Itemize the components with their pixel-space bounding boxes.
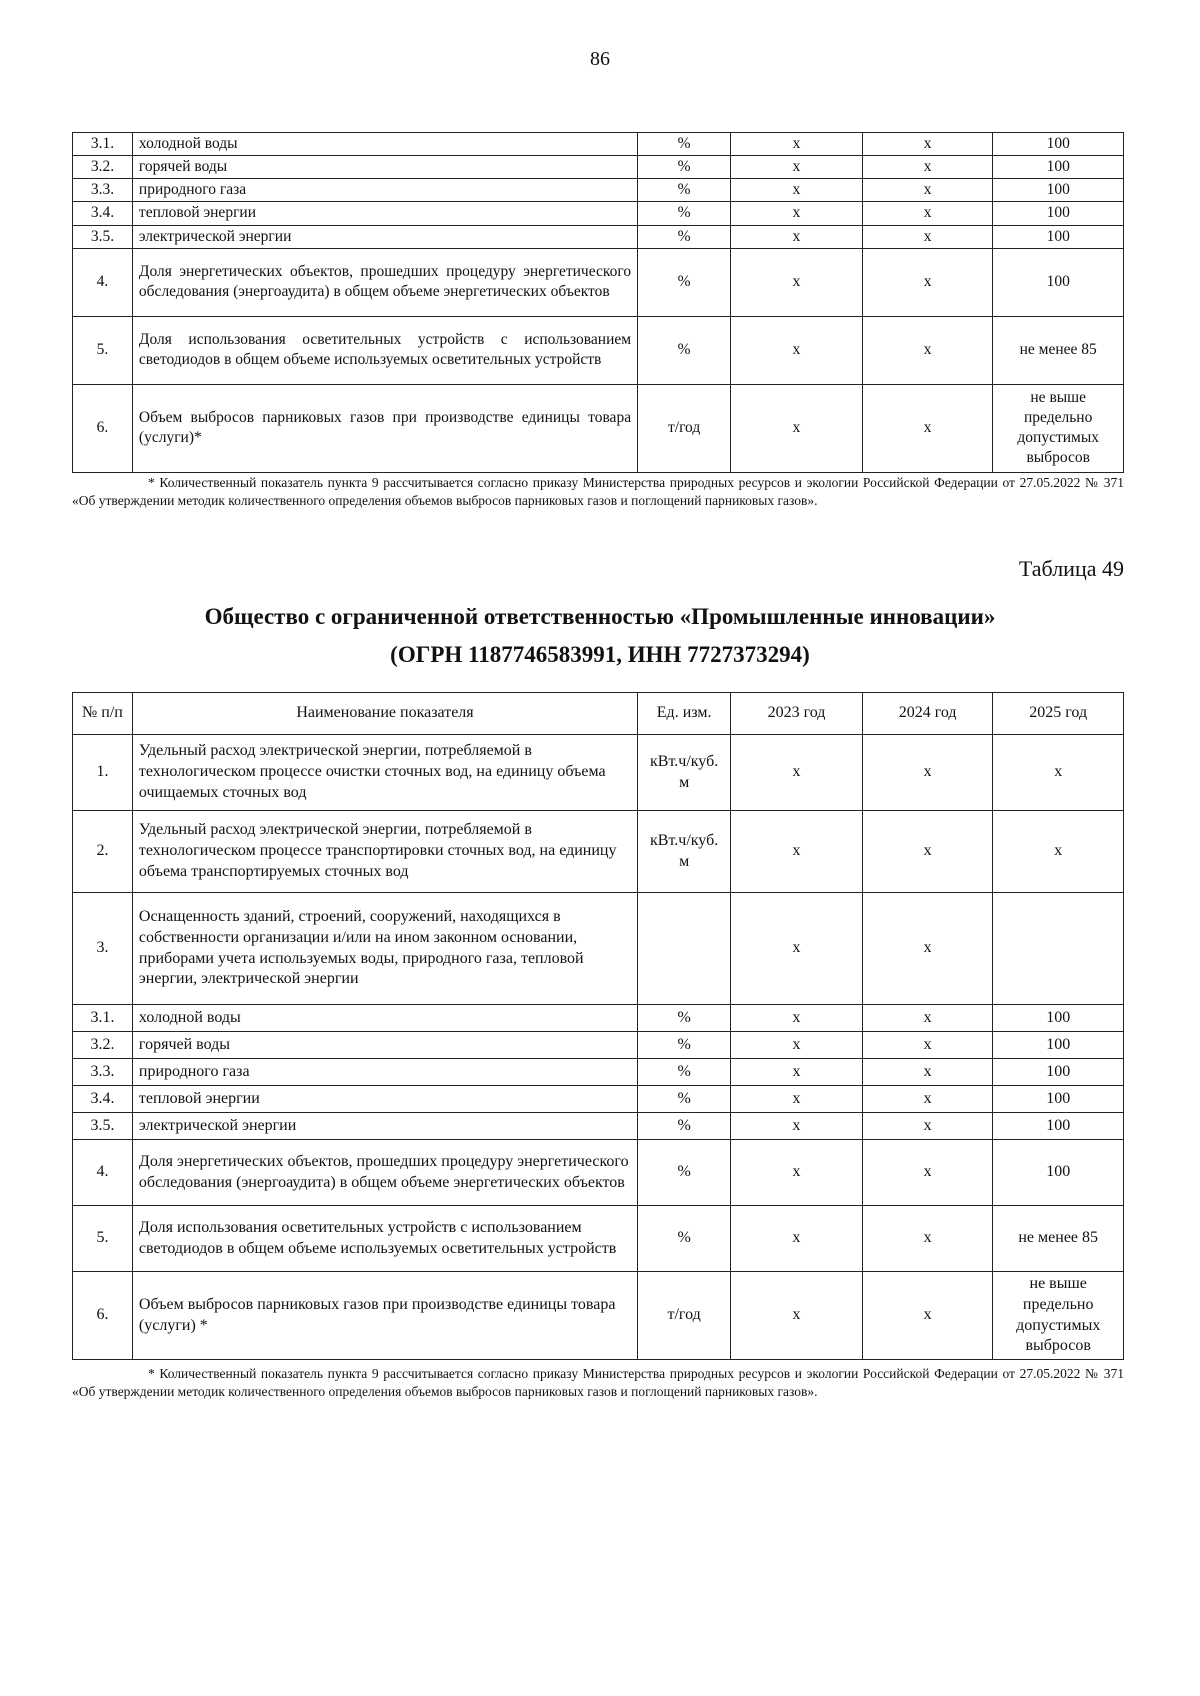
table-row <box>73 384 1124 472</box>
value-2024: x <box>862 1272 993 1360</box>
value-2025: не выше предельно допустимых выбросов <box>993 1272 1124 1360</box>
row-number: 3.1. <box>73 1005 133 1032</box>
value-2025: 100 <box>993 133 1124 156</box>
footnote: * Количественный показатель пункта 9 рассчитывается согласно приказу Министерства природных ресурсов и экологии Российской Федерации от 27.05.2022 № 371 «Об утверждении методик количественного определения объемов выбросов парниковых газов и поглощений парниковых газов». <box>72 475 1124 509</box>
value-2025: 100 <box>993 1032 1124 1059</box>
value-2023: x <box>731 202 863 225</box>
value-2024: x <box>862 1005 993 1032</box>
indicator-name: Удельный расход электрической энергии, потребляемой в технологическом процессе очистки сточных вод, на единицу объема очищаемых сточных вод <box>132 735 637 811</box>
value-2025: 100 <box>993 1140 1124 1206</box>
value-2023: x <box>731 893 863 1005</box>
value-2023: x <box>731 735 863 811</box>
table-row <box>73 1140 1124 1206</box>
row-number: 3. <box>73 893 133 1005</box>
table-row <box>73 1206 1124 1272</box>
value-2023: x <box>731 811 863 893</box>
value-2023: x <box>731 1032 863 1059</box>
row-number: 6. <box>73 1272 133 1360</box>
indicator-name: Объем выбросов парниковых газов при производстве единицы товара (услуги) * <box>132 1272 637 1360</box>
value-2024: x <box>862 156 993 179</box>
unit-cell: % <box>638 133 731 156</box>
header-unit: Ед. изм. <box>638 693 731 735</box>
table-row <box>73 1005 1124 1032</box>
value-2023: x <box>731 384 863 472</box>
indicator-name: природного газа <box>132 1059 637 1086</box>
table-row <box>73 248 1124 316</box>
table-row <box>73 133 1124 156</box>
unit-cell: % <box>638 179 731 202</box>
indicator-name: природного газа <box>132 179 637 202</box>
table-row <box>73 893 1124 1005</box>
row-number: 4. <box>73 1140 133 1206</box>
unit-cell: кВт.ч/куб. м <box>638 735 731 811</box>
value-2024: x <box>862 893 993 1005</box>
indicator-name: горячей воды <box>132 1032 637 1059</box>
value-2023: x <box>731 156 863 179</box>
value-2025: x <box>993 811 1124 893</box>
value-2023: x <box>731 1086 863 1113</box>
value-2024: x <box>862 1206 993 1272</box>
row-number: 3.3. <box>73 179 133 202</box>
unit-cell: % <box>638 225 731 248</box>
table-row <box>73 735 1124 811</box>
value-2025: 100 <box>993 179 1124 202</box>
row-number: 1. <box>73 735 133 811</box>
value-2024: x <box>862 811 993 893</box>
row-number: 5. <box>73 316 133 384</box>
value-2025: 100 <box>993 202 1124 225</box>
table-row <box>73 1059 1124 1086</box>
table-row <box>73 1113 1124 1140</box>
indicator-name: Объем выбросов парниковых газов при производстве единицы товара (услуги)* <box>132 384 637 472</box>
indicator-name: Удельный расход электрической энергии, потребляемой в технологическом процессе транспортировки сточных вод, на единицу объема транспортируемых сточных вод <box>132 811 637 893</box>
row-number: 3.2. <box>73 1032 133 1059</box>
value-2024: x <box>862 1032 993 1059</box>
unit-cell: т/год <box>638 384 731 472</box>
header-indicator-name: Наименование показателя <box>132 693 637 735</box>
indicator-name: Оснащенность зданий, строений, сооружений, находящихся в собственности организации и/или на ином законном основании, приборами учета используемых воды, природного газа, тепловой энергии, электрической энергии <box>132 893 637 1005</box>
indicator-name: Доля энергетических объектов, прошедших процедуру энергетического обследования (энергоаудита) в общем объеме энергетических объектов <box>132 1140 637 1206</box>
value-2023: x <box>731 248 863 316</box>
table-row <box>73 316 1124 384</box>
organization-name: Общество с ограниченной ответственностью «Промышленные инновации» <box>204 604 996 629</box>
value-2024: x <box>862 1140 993 1206</box>
value-2023: x <box>731 1140 863 1206</box>
indicator-name: Доля энергетических объектов, прошедших процедуру энергетического обследования (энергоаудита) в общем объеме энергетических объектов <box>132 248 637 316</box>
unit-cell: % <box>638 1032 731 1059</box>
value-2023: x <box>731 316 863 384</box>
unit-cell: % <box>638 202 731 225</box>
value-2025: 100 <box>993 1113 1124 1140</box>
value-2024: x <box>862 384 993 472</box>
table-row <box>73 179 1124 202</box>
value-2023: x <box>731 1113 863 1140</box>
value-2025: 100 <box>993 1005 1124 1032</box>
value-2024: x <box>862 1059 993 1086</box>
indicator-name: Доля использования осветительных устройств с использованием светодиодов в общем объеме используемых осветительных устройств <box>132 316 637 384</box>
table-row <box>73 811 1124 893</box>
value-2025: не менее 85 <box>993 316 1124 384</box>
value-2025: не менее 85 <box>993 1206 1124 1272</box>
unit-cell: % <box>638 316 731 384</box>
value-2024: x <box>862 202 993 225</box>
value-2024: x <box>862 735 993 811</box>
value-2023: x <box>731 1059 863 1086</box>
value-2024: x <box>862 225 993 248</box>
row-number: 4. <box>73 248 133 316</box>
indicator-name: электрической энергии <box>132 225 637 248</box>
table-row <box>73 225 1124 248</box>
row-number: 3.5. <box>73 225 133 248</box>
unit-cell <box>638 893 731 1005</box>
table-row <box>73 1032 1124 1059</box>
value-2024: x <box>862 179 993 202</box>
header-number: № п/п <box>73 693 133 735</box>
value-2025: 100 <box>993 1086 1124 1113</box>
value-2024: x <box>862 1086 993 1113</box>
table-row <box>73 202 1124 225</box>
table-row <box>73 1272 1124 1360</box>
unit-cell: % <box>638 156 731 179</box>
value-2025: не выше предельно допустимых выбросов <box>993 384 1124 472</box>
unit-cell: % <box>638 1005 731 1032</box>
row-number: 3.3. <box>73 1059 133 1086</box>
row-number: 3.5. <box>73 1113 133 1140</box>
indicator-name: холодной воды <box>132 133 637 156</box>
value-2023: x <box>731 1206 863 1272</box>
unit-cell: % <box>638 248 731 316</box>
footnote: * Количественный показатель пункта 9 рассчитывается согласно приказу Министерства природных ресурсов и экологии Российской Федерации от 27.05.2022 № 371 «Об утверждении методик количественного определения объемов выбросов парниковых газов и поглощений парниковых газов». <box>72 1366 1124 1400</box>
value-2023: x <box>731 179 863 202</box>
value-2023: x <box>731 1005 863 1032</box>
row-number: 3.4. <box>73 202 133 225</box>
table-row <box>73 156 1124 179</box>
indicators-table-49 <box>72 692 1124 1360</box>
unit-cell: % <box>638 1086 731 1113</box>
unit-cell: кВт.ч/куб. м <box>638 811 731 893</box>
indicator-name: тепловой энергии <box>132 202 637 225</box>
indicators-table-continued <box>72 132 1124 473</box>
indicator-name: горячей воды <box>132 156 637 179</box>
value-2023: x <box>731 1272 863 1360</box>
value-2023: x <box>731 133 863 156</box>
indicator-name: электрической энергии <box>132 1113 637 1140</box>
header-2023: 2023 год <box>731 693 863 735</box>
indicator-name: Доля использования осветительных устройств с использованием светодиодов в общем объеме используемых осветительных устройств <box>132 1206 637 1272</box>
header-2025: 2025 год <box>993 693 1124 735</box>
row-number: 3.2. <box>73 156 133 179</box>
indicator-name: тепловой энергии <box>132 1086 637 1113</box>
value-2025: 100 <box>993 1059 1124 1086</box>
table-header-row <box>73 693 1124 735</box>
unit-cell: % <box>638 1113 731 1140</box>
value-2025 <box>993 893 1124 1005</box>
row-number: 3.1. <box>73 133 133 156</box>
unit-cell: % <box>638 1206 731 1272</box>
value-2025: x <box>993 735 1124 811</box>
organization-ids: (ОГРН 1187746583991, ИНН 7727373294) <box>390 642 810 667</box>
row-number: 5. <box>73 1206 133 1272</box>
row-number: 3.4. <box>73 1086 133 1113</box>
page-number: 86 <box>590 48 610 70</box>
value-2024: x <box>862 1113 993 1140</box>
value-2023: x <box>731 225 863 248</box>
row-number: 2. <box>73 811 133 893</box>
value-2025: 100 <box>993 156 1124 179</box>
table-row <box>73 1086 1124 1113</box>
value-2024: x <box>862 316 993 384</box>
unit-cell: % <box>638 1059 731 1086</box>
table-label: Таблица 49 <box>1018 556 1124 581</box>
unit-cell: т/год <box>638 1272 731 1360</box>
unit-cell: % <box>638 1140 731 1206</box>
indicator-name: холодной воды <box>132 1005 637 1032</box>
header-2024: 2024 год <box>862 693 993 735</box>
value-2025: 100 <box>993 225 1124 248</box>
row-number: 6. <box>73 384 133 472</box>
value-2024: x <box>862 133 993 156</box>
value-2024: x <box>862 248 993 316</box>
value-2025: 100 <box>993 248 1124 316</box>
